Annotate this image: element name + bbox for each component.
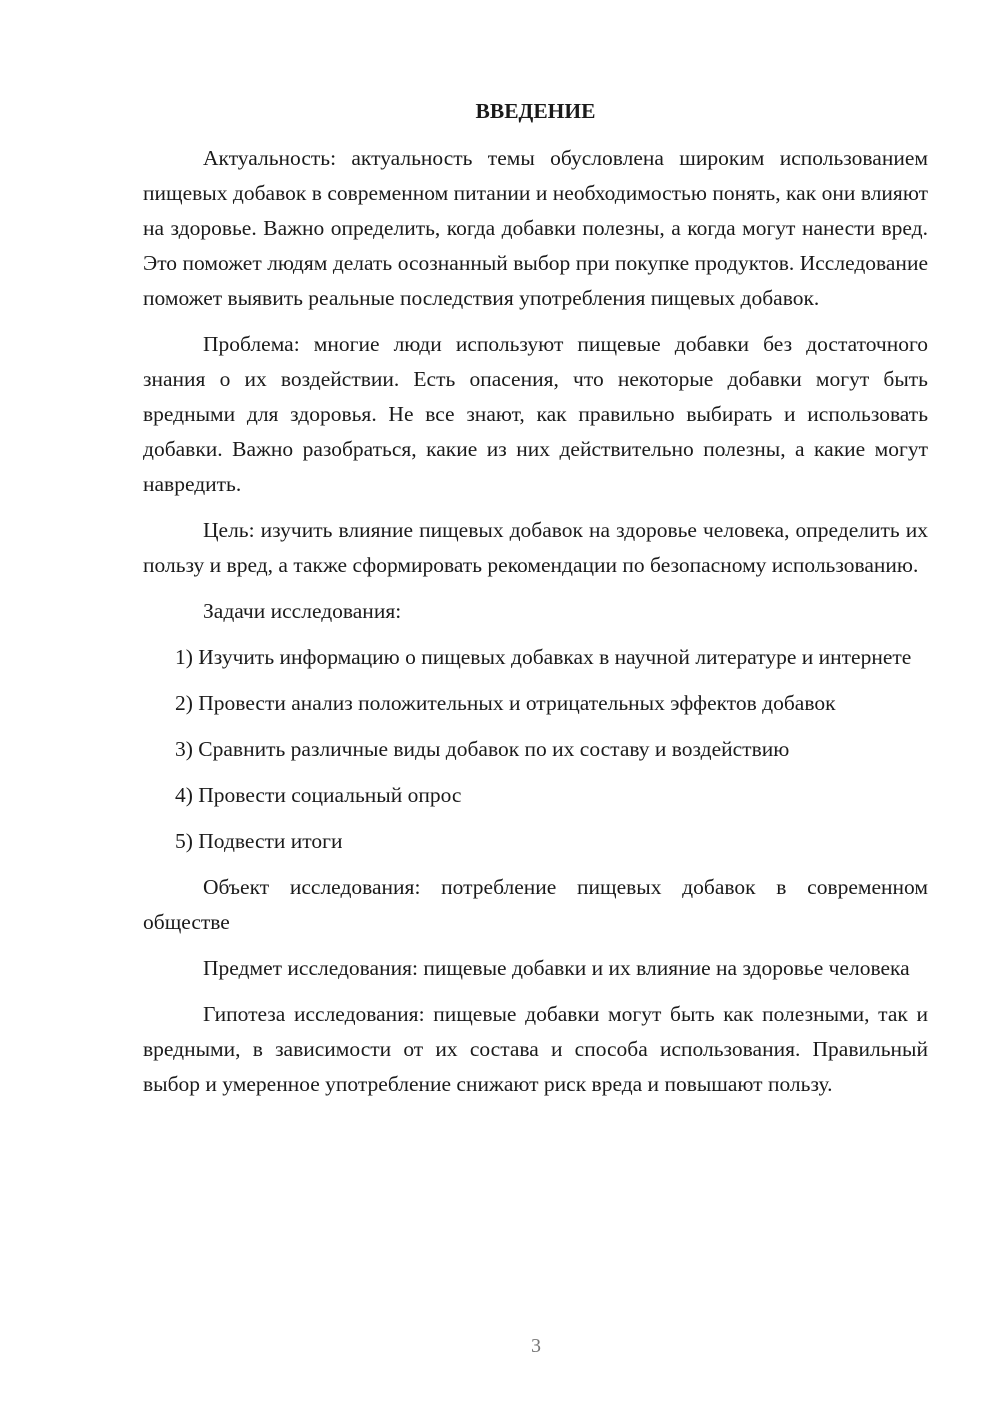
list-item: 1) Изучить информацию о пищевых добавках в научной литературе и интернете bbox=[175, 645, 912, 669]
paragraph-goal: Цель: изучить влияние пищевых добавок на здоровье человека, определить их пользу и вред, а также сформировать рекомендации по безопасному использованию. bbox=[143, 518, 928, 577]
list-item: 5) Подвести итоги bbox=[175, 829, 343, 853]
page-title: ВВЕДЕНИЕ bbox=[475, 99, 596, 123]
paragraph-hypothesis: Гипотеза исследования: пищевые добавки могут быть как полезными, так и вредными, в зависимости от их состава и способа использования. Правильный выбор и умеренное употребление снижают риск вреда и повышают пользу. bbox=[143, 1002, 928, 1096]
list-item: 4) Провести социальный опрос bbox=[175, 783, 462, 807]
paragraph-problem: Проблема: многие люди используют пищевые добавки без достаточного знания о их воздействии. Есть опасения, что некоторые добавки могут быть вредными для здоровья. Не все знают, как правильно выбирать и использовать добавки. Важно разобраться, какие из них действительно полезны, а какие могут навредить. bbox=[143, 332, 928, 496]
list-item: 2) Провести анализ положительных и отрицательных эффектов добавок bbox=[175, 691, 836, 715]
page-number: 3 bbox=[531, 1335, 541, 1357]
tasks-list bbox=[143, 640, 928, 859]
paragraph-subject: Предмет исследования: пищевые добавки и их влияние на здоровье человека bbox=[203, 956, 910, 980]
list-item: 3) Сравнить различные виды добавок по их составу и воздействию bbox=[175, 737, 790, 761]
document-body bbox=[143, 94, 928, 1113]
paragraph-relevance: Актуальность: актуальность темы обусловлена широким использованием пищевых добавок в современном питании и необходимостью понять, как они влияют на здоровье. Важно определить, когда добавки полезны, а когда могут нанести вред. Это поможет людям делать осознанный выбор при покупке продуктов. Исследование поможет выявить реальные последствия употребления пищевых добавок. bbox=[143, 146, 928, 310]
tasks-heading: Задачи исследования: bbox=[203, 599, 402, 623]
paragraph-object: Объект исследования: потребление пищевых добавок в современном обществе bbox=[143, 875, 928, 934]
